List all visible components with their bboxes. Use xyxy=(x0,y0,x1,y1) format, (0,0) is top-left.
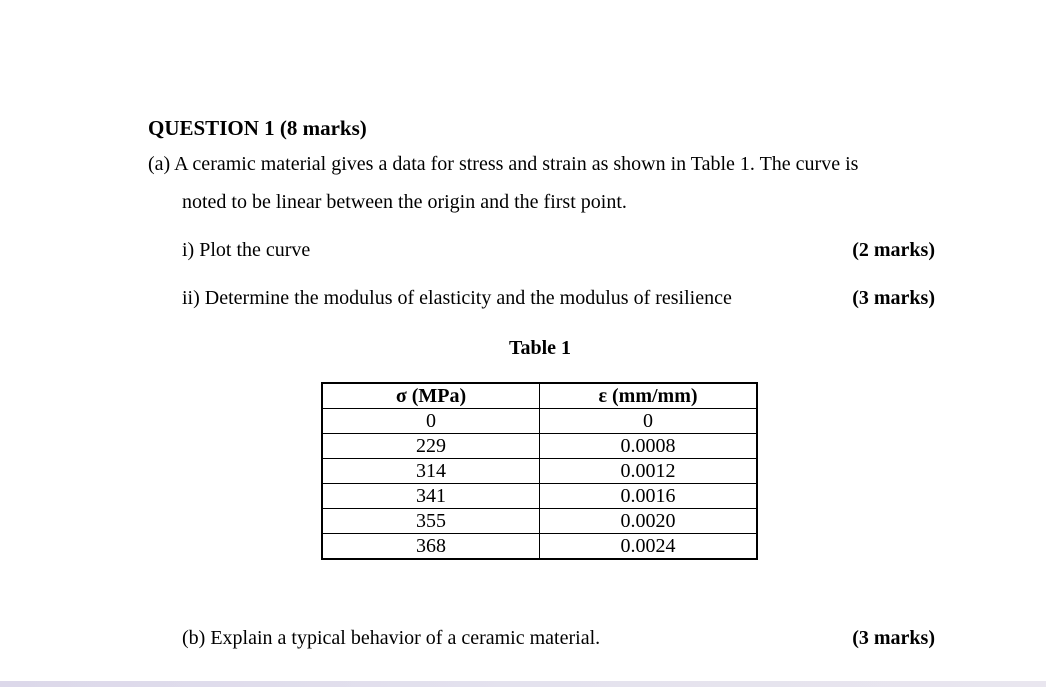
stress-cell: 368 xyxy=(322,534,540,560)
part-a-line-2: noted to be linear between the origin and the first point. xyxy=(182,191,627,213)
stress-cell: 355 xyxy=(322,509,540,534)
sub-question-i-marks: (2 marks) xyxy=(852,239,935,261)
header-strain: ε (mm/mm) xyxy=(540,383,758,409)
question-title: QUESTION 1 (8 marks) xyxy=(148,116,367,140)
part-b-marks: (3 marks) xyxy=(852,627,935,649)
part-a-line-1: (a) A ceramic material gives a data for stress and strain as shown in Table 1. The curve is xyxy=(148,153,859,175)
strain-cell: 0.0012 xyxy=(540,459,758,484)
part-b-question: (b) Explain a typical behavior of a ceramic material. xyxy=(182,627,601,649)
table-row xyxy=(322,509,757,534)
table-row xyxy=(322,459,757,484)
table-caption: Table 1 xyxy=(508,337,572,359)
strain-cell: 0.0008 xyxy=(540,434,758,459)
table-row xyxy=(322,534,757,560)
sub-question-ii-marks: (3 marks) xyxy=(852,287,935,309)
strain-cell: 0.0016 xyxy=(540,484,758,509)
sub-question-ii: ii) Determine the modulus of elasticity and the modulus of resilience xyxy=(182,287,732,309)
header-stress: σ (MPa) xyxy=(322,383,540,409)
table-row xyxy=(322,484,757,509)
table-header-row xyxy=(322,383,757,409)
stress-strain-table xyxy=(321,382,758,560)
stress-cell: 0 xyxy=(322,409,540,434)
table-row xyxy=(322,409,757,434)
stress-cell: 229 xyxy=(322,434,540,459)
strain-cell: 0.0024 xyxy=(540,534,758,560)
stress-cell: 314 xyxy=(322,459,540,484)
strain-cell: 0 xyxy=(540,409,758,434)
stress-cell: 341 xyxy=(322,484,540,509)
strain-cell: 0.0020 xyxy=(540,509,758,534)
table-row xyxy=(322,434,757,459)
viewer-bottom-edge xyxy=(0,681,1046,687)
sub-question-i: i) Plot the curve xyxy=(182,239,311,261)
